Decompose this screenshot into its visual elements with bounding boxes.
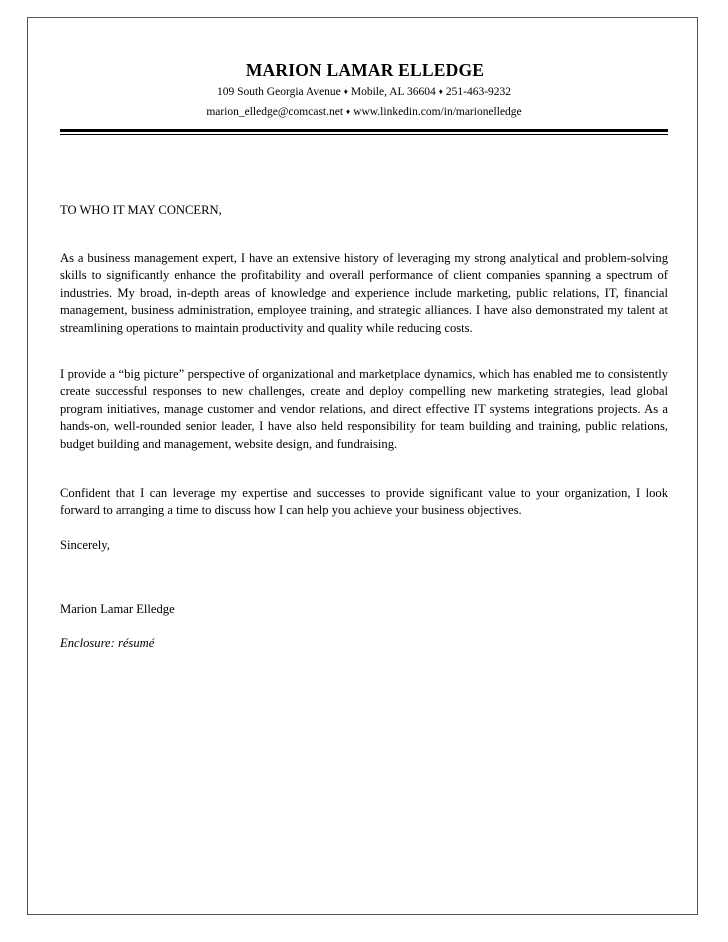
separator-diamond-icon: ♦ bbox=[346, 107, 351, 116]
linkedin-url[interactable]: www.linkedin.com/in/marionelledge bbox=[353, 106, 522, 118]
separator-diamond-icon: ♦ bbox=[343, 87, 348, 96]
phone-number: 251-463-9232 bbox=[445, 86, 512, 98]
page-border bbox=[27, 17, 698, 915]
paragraph-3: Confident that I can leverage my expertise and successes to provide significant value to your organization, I look forward to arranging a time to discuss how I can help you achieve your business objectives. bbox=[60, 486, 668, 518]
contact-online-line bbox=[0, 102, 728, 122]
email-address[interactable]: marion_elledge@comcast.net bbox=[206, 106, 344, 118]
salutation: TO WHO IT MAY CONCERN, bbox=[60, 203, 222, 217]
closing: Sincerely, bbox=[60, 538, 110, 552]
city-state-zip: Mobile, AL 36604 bbox=[350, 86, 436, 98]
letterhead bbox=[0, 58, 728, 122]
separator-diamond-icon: ♦ bbox=[438, 87, 443, 96]
header-rule-thin bbox=[60, 134, 668, 135]
paragraph-1: As a business management expert, I have an extensive history of leveraging my strong analytical and problem-solving skills to significantly enhance the profitability and overall performance of client companies spanning a spectrum of industries. My broad, in-depth areas of knowledge and experience include marketing, public relations, IT, financial management, business administration, employee training, and strategic alliances. I have also demonstrated my talent at streamlining operations to maintain productivity and quality while reducing costs. bbox=[60, 251, 668, 335]
signature-name: Marion Lamar Elledge bbox=[60, 602, 175, 616]
contact-address-line bbox=[0, 82, 728, 102]
street-address: 109 South Georgia Avenue bbox=[216, 86, 341, 98]
header-rule-thick bbox=[60, 129, 668, 132]
paragraph-2: I provide a “big picture” perspective of organizational and marketplace dynamics, which has enabled me to consistently create successful responses to new challenges, create and deploy compelling new marketing strategies, lead global program initiatives, manage customer and vendor relations, and direct effective IT systems integrations projects. As a hands-on, well-rounded senior leader, I have also held responsibility for team building and training, public relations, budget building and management, website design, and fundraising. bbox=[60, 367, 668, 451]
enclosure-note: Enclosure: résumé bbox=[60, 636, 155, 650]
applicant-name: MARION LAMAR ELLEDGE bbox=[245, 60, 485, 80]
